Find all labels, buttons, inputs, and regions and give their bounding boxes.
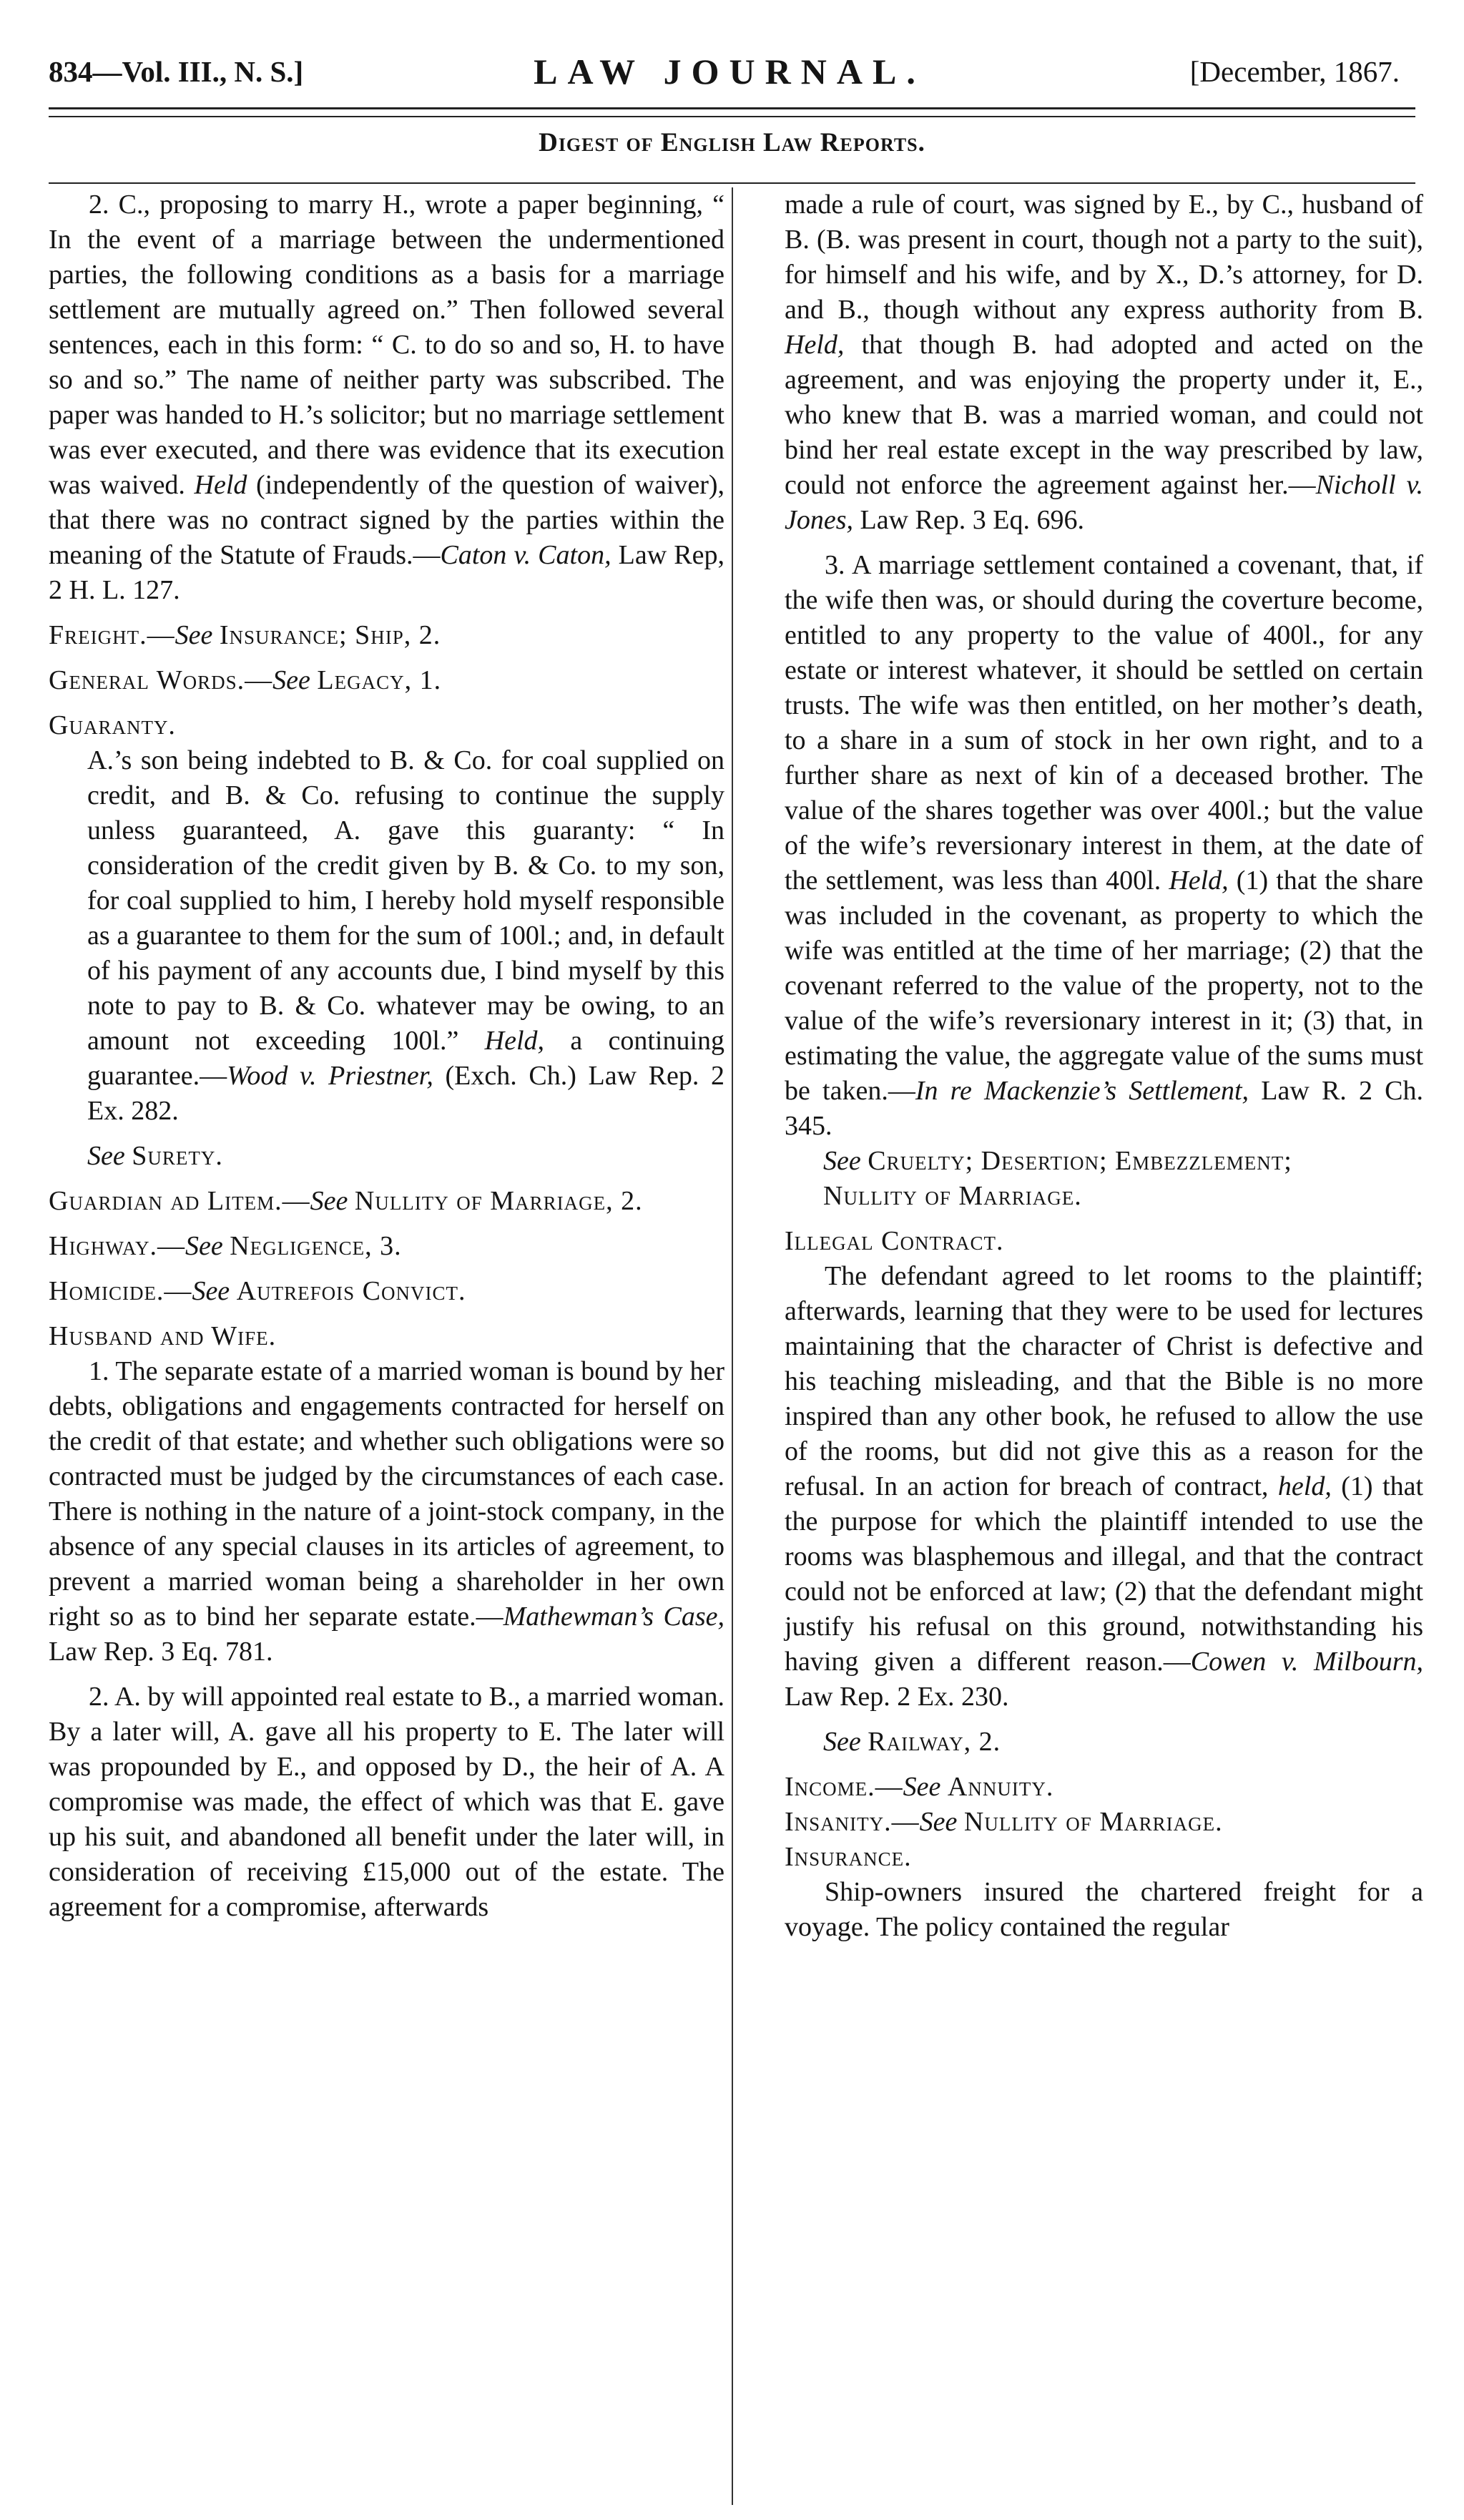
- paragraph-caton: [49, 187, 724, 608]
- paragraph-continuation: [785, 187, 1423, 538]
- entry-illegal-contract-heading: [785, 1224, 1423, 1259]
- issue-date: [December, 1867.: [1189, 55, 1400, 88]
- see-label: See: [823, 1727, 861, 1757]
- entry-heading: General Words.—: [49, 665, 273, 695]
- see-label: See: [823, 1146, 861, 1176]
- see-label: See: [87, 1141, 125, 1171]
- entry-husband-wife-heading: [49, 1319, 724, 1354]
- paragraph-text: made a rule of court, was signed by E., by C., husband of B. (B. was present in court, though not a party to the suit), for himself and his wife, and by X., D.’s attorney, for D. and B., though without any express authority from B.: [785, 190, 1423, 325]
- entry-homicide: [49, 1274, 724, 1309]
- cross-reference: Nullity of Marriage.: [963, 1807, 1223, 1837]
- entry-guaranty-heading: [49, 708, 724, 743]
- citation: Law Rep, 2 H. L. 127.: [49, 540, 724, 605]
- paragraph-text: 1. The separate estate of a married woman is bound by her debts, obligations and engagements contracted for herself on the credit of that estate; and whether such obligations were so contracted must be judged by the circumstances of each case. There is nothing in the nature of a joint-stock company, in the absence of any special clauses in its articles of agreement, to prevent a married woman being a shareholder in her own right so as to bind her separate estate.—: [49, 1356, 724, 1632]
- see-label: See: [192, 1276, 230, 1306]
- paragraph-husband-wife-3: [785, 548, 1423, 1144]
- citation: (Exch. Ch.) Law Rep. 2 Ex. 282.: [87, 1061, 724, 1126]
- paragraph-husband-wife-1: [49, 1354, 724, 1670]
- section-subtitle: Digest of English Law Reports.: [539, 128, 925, 157]
- citation: Law Rep. 2 Ex. 230.: [785, 1682, 1009, 1712]
- cross-reference: Insurance; Ship, 2.: [219, 620, 441, 650]
- paragraph-husband-wife-2: [49, 1680, 724, 1925]
- held-label: Held,: [484, 1026, 545, 1056]
- paragraph-text: A.’s son being indebted to B. & Co. for coal supplied on credit, and B. & Co. refusing to continue the supply unless guaranteed, A. gave this guaranty: “ In consideration of the credit given by B. & Co. to my son, for coal supplied to him, I hereby hold myself responsible as a guarantee to them for the sum of 100l.; and, in default of his payment of any accounts due, I bind myself by this note to pay to B. & Co. whatever may be owing, to an amount not exceeding 100l.”: [87, 745, 724, 1056]
- page-volume-label: 834—Vol. III., N. S.]: [49, 55, 304, 88]
- entry-heading: Freight.—: [49, 620, 175, 650]
- paragraph-text: that though B. had adopted and acted on the agreement, and was enjoying the property under it, E., who knew that B. was a married woman, and could not bind her real estate except in the way prescribed by law, could not enforce the agreement against her.—: [785, 330, 1423, 500]
- entry-heading: Insurance.: [785, 1842, 912, 1872]
- entry-insurance-heading: [785, 1840, 1423, 1875]
- entry-general-words: [49, 663, 724, 698]
- case-name: Cowen v. Milbourn,: [1190, 1647, 1423, 1677]
- entry-heading: Income.—: [785, 1772, 903, 1802]
- paragraph-text: 3. A marriage settlement contained a covenant, that, if the wife then was, or should during the coverture become, entitled to any property to the value of 400l., for any estate or interest whatever, it should be settled on certain trusts. The wife was then entitled, on her mother’s death, to a share in a sum of stock in her own right, and to a further share as next of kin of a deceased brother. The value of the shares together was over 400l.; but the value of the wife’s reversionary interest in them, at the date of the settlement, was less than 400l.: [785, 550, 1423, 896]
- entry-income: [785, 1770, 1423, 1805]
- entry-see-nullity: [785, 1179, 1423, 1214]
- citation: Law Rep. 3 Eq. 696.: [860, 505, 1084, 535]
- held-label: Held,: [1169, 866, 1229, 896]
- citation: Law Rep. 3 Eq. 781.: [49, 1637, 273, 1667]
- right-column: [785, 187, 1423, 1945]
- entry-heading: Homicide.—: [49, 1276, 192, 1306]
- paragraph-text: (1) that the share was included in the covenant, as property to which the wife was entitled at the time of her marriage; (2) that the covenant referred to the value of the property, not to the value of the wife’s reversionary interest in it; (3) that, in estimating the value, the aggregate value of the sums must be taken.—: [785, 866, 1423, 1106]
- left-column: [49, 187, 724, 1925]
- cross-reference: Cruelty; Desertion; Embezzlement;: [868, 1146, 1292, 1176]
- case-name: Wood v. Priestner,: [227, 1061, 433, 1091]
- see-label: See: [272, 665, 310, 695]
- entry-surety-see: [49, 1139, 724, 1174]
- paragraph-insurance: [785, 1875, 1423, 1945]
- paragraph-text: a continuing guarantee.—: [87, 1026, 725, 1091]
- cross-reference: Nullity of Marriage, 2.: [354, 1186, 643, 1216]
- case-name: In re Mackenzie’s Settlement,: [915, 1076, 1249, 1106]
- case-name: Nicholl v. Jones,: [785, 470, 1423, 535]
- paragraph-text: Ship-owners insured the chartered freight for a voyage. The policy contained the regular: [785, 1877, 1423, 1942]
- case-name: Mathewman’s Case,: [503, 1602, 724, 1632]
- see-label: See: [185, 1231, 223, 1261]
- entry-see-railway: [785, 1725, 1423, 1760]
- paragraph-text: 2. C., proposing to marry H., wrote a paper beginning, “ In the event of a marriage between the undermentioned parties, the following conditions as a basis for a marriage settlement are mutually agreed on.” Then followed several sentences, each in this form: “ C. to do so and so, H. to have so and so.” The name of neither party was subscribed. The paper was handed to H.’s solicitor; but no marriage settlement was ever executed, and there was evidence that its execution was waived.: [49, 190, 724, 500]
- citation: Law R. 2 Ch. 345.: [785, 1076, 1424, 1141]
- see-label: See: [919, 1807, 958, 1837]
- entry-guardian-ad-litem: [49, 1184, 724, 1219]
- header-rule-thin: [49, 116, 1415, 117]
- held-label: Held: [194, 470, 247, 500]
- entry-heading: Illegal Contract.: [785, 1226, 1004, 1256]
- entry-heading: Husband and Wife.: [49, 1321, 277, 1351]
- see-label: See: [903, 1772, 941, 1802]
- entry-highway: [49, 1229, 724, 1264]
- cross-reference: Negligence, 3.: [230, 1231, 402, 1261]
- paragraph-guaranty: [49, 743, 724, 1129]
- held-label: held,: [1277, 1471, 1332, 1501]
- cross-reference: Surety.: [132, 1141, 223, 1171]
- entry-insanity: [785, 1805, 1423, 1840]
- entry-see-cruelty: [785, 1144, 1423, 1179]
- journal-title: LAW JOURNAL.: [534, 52, 925, 92]
- cross-reference: Annuity.: [947, 1772, 1054, 1802]
- cross-reference: Legacy, 1.: [317, 665, 442, 695]
- paragraph-text: (independently of the question of waiver), that there was no contract signed by the parties within the meaning of the Statute of Frauds.—: [49, 470, 725, 570]
- entry-freight: [49, 618, 724, 653]
- case-name: Caton v. Caton,: [440, 540, 611, 570]
- paragraph-text: (1) that the purpose for which the plaintiff intended to use the rooms was blasphemous and illegal, and that the contract could not be enforced at law; (2) that the defendant might justify his refusal on this ground, notwithstanding his having given a different reason.—: [785, 1471, 1424, 1677]
- column-divider: [732, 187, 733, 2505]
- cross-reference: Railway, 2.: [868, 1727, 1001, 1757]
- cross-reference: Nullity of Marriage.: [823, 1181, 1082, 1211]
- subtitle-rule: [49, 182, 1415, 184]
- entry-heading: Guaranty.: [49, 710, 176, 740]
- entry-heading: Guardian ad Litem.—: [49, 1186, 310, 1216]
- paragraph-text: 2. A. by will appointed real estate to B., a married woman. By a later will, A. gave all his property to E. The later will was propounded by E., and opposed by D., the heir of A. A compromise was made, the effect of which was that E. gave up his suit, and abandoned all benefit under the later will, in consideration of receiving £15,000 out of the estate. The agreement for a compromise, afterwards: [49, 1682, 724, 1922]
- header-rule: [49, 107, 1415, 109]
- entry-heading: Insanity.—: [785, 1807, 920, 1837]
- paragraph-illegal-contract: [785, 1259, 1423, 1715]
- see-label: See: [310, 1186, 348, 1216]
- cross-reference: Autrefois Convict.: [236, 1276, 466, 1306]
- paragraph-text: The defendant agreed to let rooms to the plaintiff; afterwards, learning that they were to be used for lectures maintaining that the character of Christ is defective and his teaching misleading, and that the Bible is no more inspired than any other book, he refused to allow the use of the rooms, but did not give this as a reason for the refusal. In an action for breach of contract,: [785, 1261, 1423, 1501]
- held-label: Held,: [785, 330, 845, 360]
- see-label: See: [175, 620, 213, 650]
- entry-heading: Highway.—: [49, 1231, 185, 1261]
